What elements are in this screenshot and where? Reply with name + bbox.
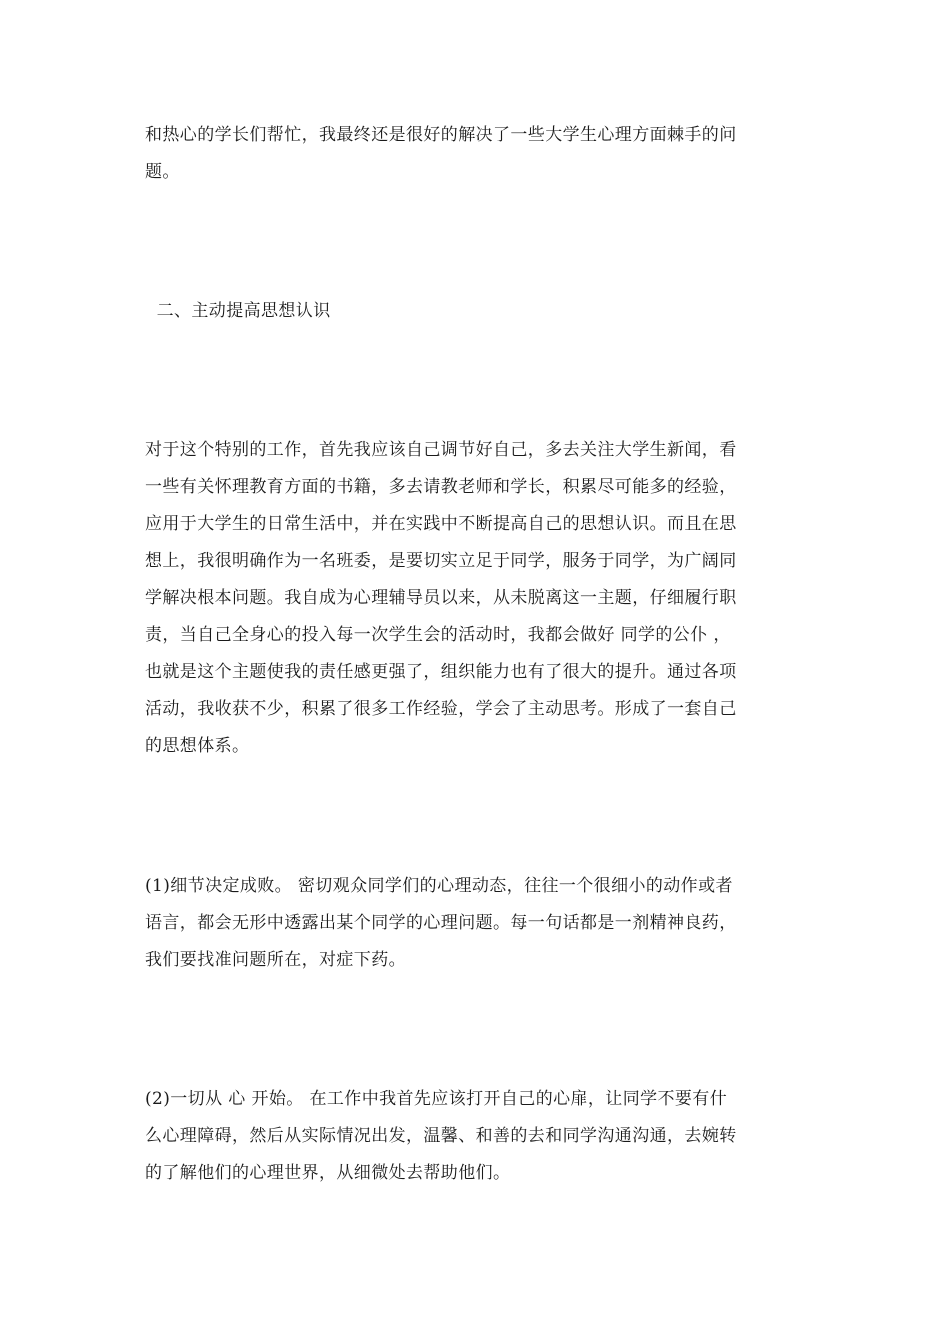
paragraph-1 [145,117,810,191]
paragraph-line: 语言，都会无形中透露出某个同学的心理问题。每一句话都是一剂精神良药， [145,913,737,933]
section-heading: 二、主动提高思想认识 [145,301,331,321]
paragraph-2 [145,432,810,765]
paragraph-line: 想上，我很明确作为一名班委，是要切实立足于同学，服务于同学，为广阔同 [145,551,737,571]
paragraph-3 [145,868,810,979]
paragraph-line: (1)细节决定成败。 密切观众同学们的心理动态，往往一个很细小的动作或者 [145,876,733,896]
paragraph-line: 学解决根本问题。我自成为心理辅导员以来，从未脱离这一主题，仔细履行职 [145,588,737,608]
paragraph-line: 的了解他们的心理世界，从细微处去帮助他们。 [145,1163,511,1183]
paragraph-line: (2)一切从 心 开始。 在工作中我首先应该打开自己的心扉，让同学不要有什 [145,1089,728,1109]
paragraph-line: 活动，我收获不少，积累了很多工作经验，学会了主动思考。形成了一套自己 [145,699,737,719]
paragraph-line: 应用于大学生的日常生活中，并在实践中不断提高自己的思想认识。而且在思 [145,514,737,534]
paragraph-line: 一些有关怀理教育方面的书籍，多去请教老师和学长，积累尽可能多的经验， [145,477,737,497]
paragraph-line: 的思想体系。 [145,736,250,756]
paragraph-line: 和热心的学长们帮忙，我最终还是很好的解决了一些大学生心理方面棘手的问 [145,125,737,145]
paragraph-line: 也就是这个主题使我的责任感更强了，组织能力也有了很大的提升。通过各项 [145,662,737,682]
paragraph-4 [145,1081,810,1192]
paragraph-line: 责，当自己全身心的投入每一次学生会的活动时，我都会做好 同学的公仆 ， [145,625,731,645]
paragraph-line: 我们要找准问题所在，对症下药。 [145,950,406,970]
paragraph-line: 对于这个特别的工作，首先我应该自己调节好自己，多去关注大学生新闻，看 [145,440,737,460]
paragraph-line: 么心理障碍，然后从实际情况出发，温馨、和善的去和同学沟通沟通，去婉转 [145,1126,737,1146]
paragraph-line: 题。 [145,162,180,182]
